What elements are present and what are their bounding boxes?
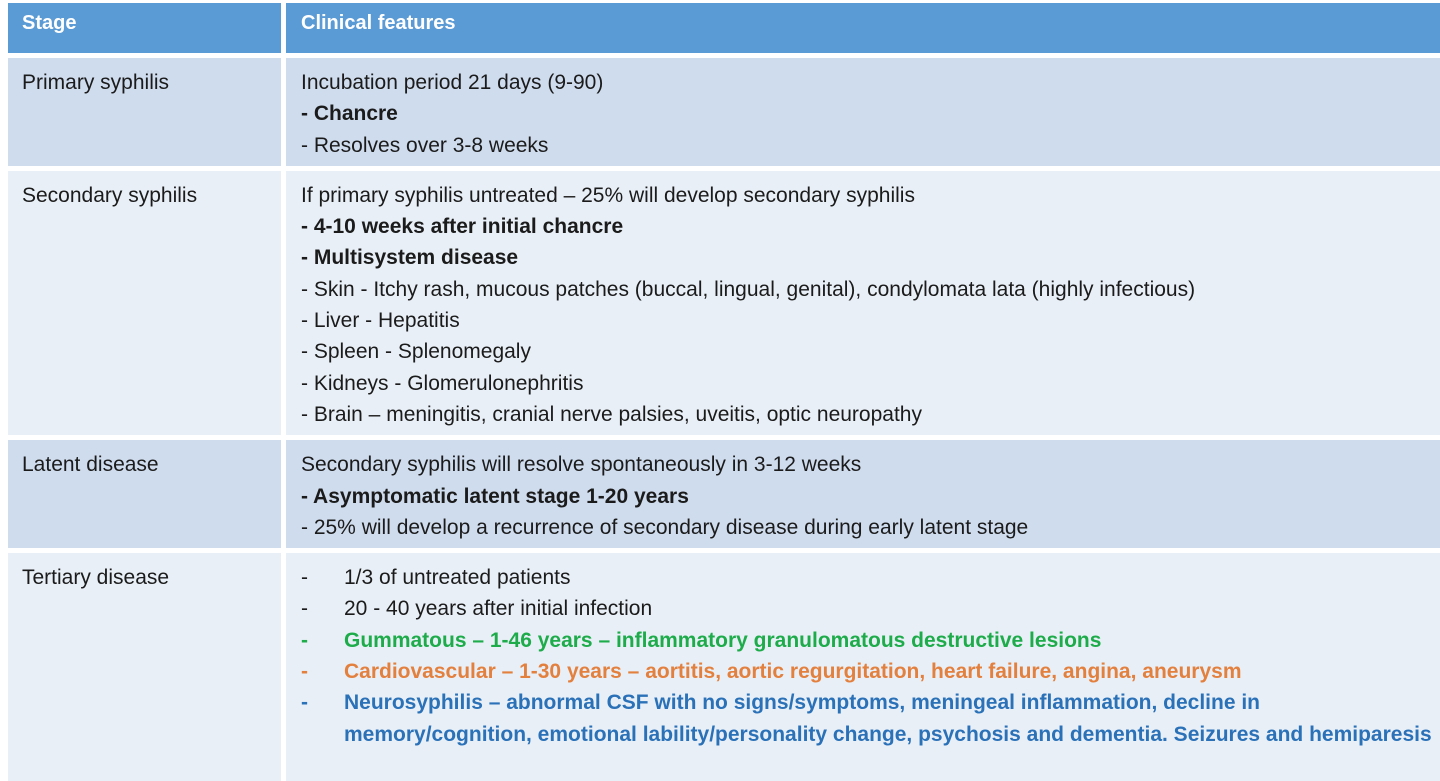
bullet-marker: - xyxy=(301,566,308,590)
stage-cell: Secondary syphilis xyxy=(22,183,198,207)
feature-line: Secondary syphilis will resolve spontaneously in 3-12 weeks xyxy=(301,453,862,477)
bullet-marker: - xyxy=(301,597,308,621)
header-clinical-features: Clinical features xyxy=(281,3,1440,53)
table-header xyxy=(8,3,1440,53)
features-cell xyxy=(281,553,1440,781)
feature-line: - Asymptomatic latent stage 1-20 years xyxy=(301,484,689,508)
table-row-latent xyxy=(8,440,1440,548)
feature-line: If primary syphilis untreated – 25% will develop secondary syphilis xyxy=(301,183,915,207)
feature-line: - Spleen - Splenomegaly xyxy=(301,340,531,364)
bullet-text: Cardiovascular – 1-30 years – aortitis, aortic regurgitation, heart failure, angina, aneurysm xyxy=(344,660,1242,684)
bullet-text: 20 - 40 years after initial infection xyxy=(344,597,653,621)
feature-line: - Skin - Itchy rash, mucous patches (buccal, lingual, genital), condylomata lata (highly infectious) xyxy=(301,277,1196,301)
bullet-item xyxy=(301,593,1440,624)
bullet-marker: - xyxy=(301,691,308,715)
features-cell xyxy=(281,440,1440,548)
bullet-item-cardiovascular xyxy=(301,656,1440,687)
bullet-marker: - xyxy=(301,628,308,652)
feature-line: - 25% will develop a recurrence of secondary disease during early latent stage xyxy=(301,515,1029,539)
feature-line: - Multisystem disease xyxy=(301,246,519,270)
feature-line: - Liver - Hepatitis xyxy=(301,309,460,333)
features-cell xyxy=(281,171,1440,435)
bullet-marker: - xyxy=(301,660,308,684)
bullet-text: 1/3 of untreated patients xyxy=(344,566,571,590)
table-row-primary xyxy=(8,58,1440,166)
header-stage: Stage xyxy=(22,12,77,34)
stage-cell: Latent disease xyxy=(22,453,159,477)
feature-line: Incubation period 21 days (9-90) xyxy=(301,71,604,94)
bullet-item-gummatous xyxy=(301,625,1440,656)
syphilis-stages-table xyxy=(8,3,1440,781)
feature-line: - Brain – meningitis, cranial nerve palsies, uveitis, optic neuropathy xyxy=(301,402,922,426)
stage-cell: Tertiary disease xyxy=(22,566,170,590)
stage-cell: Primary syphilis xyxy=(22,71,170,94)
feature-line: - Kidneys - Glomerulonephritis xyxy=(301,371,584,395)
bullet-item-neurosyphilis xyxy=(301,687,1440,750)
feature-line: - Chancre xyxy=(301,102,398,126)
table-row-tertiary xyxy=(8,553,1440,781)
feature-line: - 4-10 weeks after initial chancre xyxy=(301,215,624,239)
bullet-item xyxy=(301,562,1440,593)
bullet-text: Neurosyphilis – abnormal CSF with no signs/symptoms, meningeal inflammation, decline in memory/cognition, emotional lability/personality change, psychosis and dementia. Seizures and hemiparesis xyxy=(344,691,1432,746)
feature-line: - Resolves over 3-8 weeks xyxy=(301,133,549,157)
features-cell xyxy=(281,58,1440,166)
table-row-secondary xyxy=(8,171,1440,435)
bullet-text: Gummatous – 1-46 years – inflammatory granulomatous destructive lesions xyxy=(344,628,1102,652)
